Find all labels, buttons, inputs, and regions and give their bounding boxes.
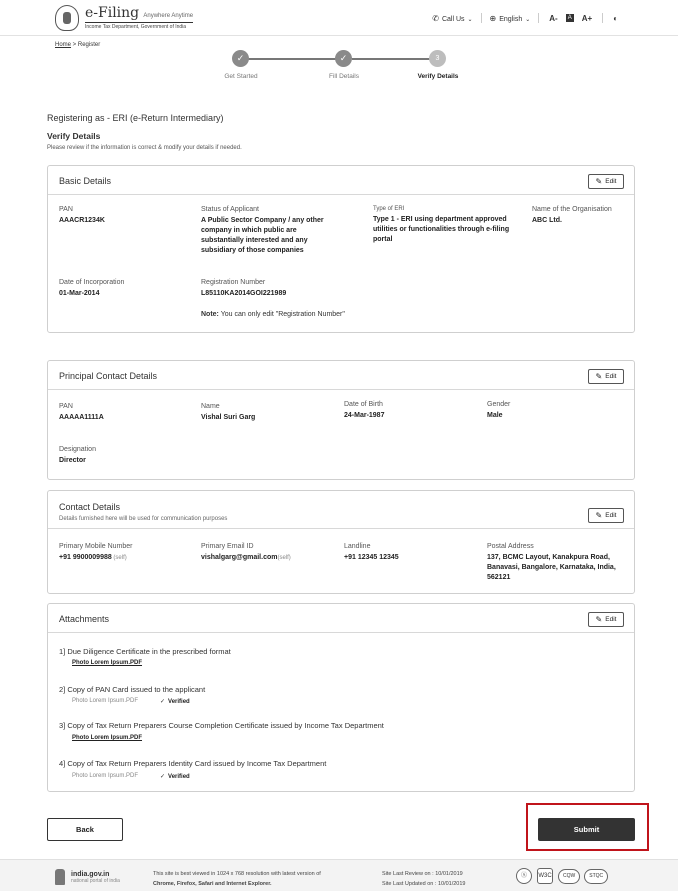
attachment-file-link[interactable]: Photo Lorem Ipsum.PDF — [72, 660, 143, 666]
accessibility-badge-icon[interactable]: Ⓢ — [516, 868, 532, 884]
department-name: Income Tax Department, Government of India — [85, 22, 193, 30]
national-emblem-icon — [55, 869, 65, 885]
stqc-badge-icon[interactable]: STQC — [584, 869, 608, 884]
phone-icon: ✆ — [432, 13, 439, 23]
attachment-label: 1] Due Diligence Certificate in the prescribed format — [59, 647, 231, 656]
step-3-number: 3 — [429, 50, 446, 67]
eri-type-field: Type of ERI Type 1 - ERI using department approved utilities or functionalities through e-filing portal — [373, 206, 510, 243]
divider — [538, 13, 539, 23]
language-selector[interactable]: ⊕ English ⌄ — [489, 13, 531, 23]
card-title: Contact Details — [59, 502, 121, 512]
browser-note: This site is best viewed in 1024 x 768 resolution with latest version of Chrome, Firefox, Safari and Internet Explorer. — [153, 871, 321, 887]
edit-basic-details-button[interactable]: ✎ Edit — [588, 174, 624, 189]
pencil-icon: ✎ — [595, 615, 603, 624]
principal-pan-field: PAN AAAAA1111A — [59, 403, 104, 421]
landline-field: Landline +91 12345 12345 — [344, 543, 399, 561]
attachment-file-name: Photo Lorem Ipsum.PDF — [72, 698, 139, 704]
page-subtitle: Please review if the information is correct & modify your details if needed. — [47, 145, 242, 151]
step-connector — [248, 58, 342, 60]
edit-principal-contact-button[interactable]: ✎ Edit — [588, 369, 624, 384]
card-title: Basic Details — [59, 176, 112, 186]
chevron-down-icon: ⌄ — [525, 16, 531, 23]
font-increase-button[interactable]: A+ — [581, 13, 593, 23]
divider — [481, 13, 482, 23]
contrast-toggle-icon[interactable]: ◐ — [613, 13, 618, 23]
call-us-button[interactable]: ✆ Call Us ⌄ — [432, 13, 473, 23]
breadcrumb-home-link[interactable]: Home — [55, 42, 72, 48]
card-title: Attachments — [59, 614, 110, 624]
chevron-down-icon: ⌄ — [467, 16, 473, 23]
breadcrumb-current: Register — [77, 42, 101, 48]
certification-badges — [516, 868, 612, 884]
card-title: Principal Contact Details — [59, 371, 158, 381]
efiling-logo[interactable] — [55, 5, 193, 31]
verified-badge: ✓ Verified — [160, 699, 190, 705]
footer — [0, 859, 678, 891]
attachment-label: 3] Copy of Tax Return Preparers Course Completion Certificate issued by Income Tax Department — [59, 721, 384, 730]
font-normal-button[interactable]: A — [567, 15, 572, 21]
pencil-icon: ✎ — [595, 177, 603, 186]
globe-icon: ⊕ — [489, 13, 497, 23]
india-gov-link[interactable]: india.gov.in national portal of india — [55, 869, 120, 885]
pencil-icon: ✎ — [595, 372, 603, 381]
mobile-field: Primary Mobile Number +91 9900009988 (self) — [59, 543, 133, 561]
edit-note: Note: You can only edit "Registration Number" — [201, 311, 345, 318]
organisation-field: Name of the Organisation ABC Ltd. — [532, 206, 612, 224]
basic-details-card — [47, 165, 635, 333]
header — [0, 0, 678, 36]
attachment-label: 2] Copy of PAN Card issued to the applicant — [59, 685, 206, 694]
step-2-label: Fill Details — [329, 73, 359, 80]
font-decrease-button[interactable]: A- — [549, 13, 558, 23]
step-2-check-icon: ✓ — [335, 50, 352, 67]
step-1-check-icon: ✓ — [232, 50, 249, 67]
card-subtitle: Details furnished here will be used for communication purposes — [59, 516, 228, 522]
brand-tagline: Anywhere Anytime — [143, 13, 194, 19]
principal-contact-card — [47, 360, 635, 480]
brand-name: e-Filing — [85, 5, 140, 21]
registration-number-field: Registration Number L85110KA2014GOI221989 — [201, 279, 287, 297]
principal-dob-field: Date of Birth 24-Mar-1987 — [344, 401, 385, 419]
registering-as-text: Registering as - ERI (e-Return Intermediary) — [47, 113, 224, 123]
site-dates: Site Last Review on : 10/01/2019 Site Last Updated on : 10/01/2019 — [382, 871, 466, 887]
checkmark-icon: ✓ — [160, 774, 166, 780]
page-title: Verify Details — [47, 131, 101, 141]
email-field: Primary Email ID vishalgarg@gmail.com(self) — [201, 543, 291, 561]
step-3-label: Verify Details — [417, 73, 459, 80]
contact-details-card — [47, 490, 635, 594]
principal-designation-field: Designation Director — [59, 446, 96, 464]
edit-contact-details-button[interactable]: ✎ Edit — [588, 508, 624, 523]
step-connector — [352, 58, 430, 60]
checkmark-icon: ✓ — [160, 699, 166, 705]
principal-name-field: Name Vishal Suri Garg — [201, 403, 256, 421]
verified-badge: ✓ Verified — [160, 774, 190, 780]
divider — [602, 13, 603, 23]
attachment-label: 4] Copy of Tax Return Preparers Identity Card issued by Income Tax Department — [59, 759, 327, 768]
progress-stepper — [200, 50, 490, 85]
date-of-incorporation-field: Date of Incorporation 01-Mar-2014 — [59, 279, 125, 297]
attachments-card — [47, 603, 635, 792]
submit-button[interactable]: Submit — [538, 818, 635, 841]
breadcrumb: Home > Register — [55, 42, 101, 48]
back-button[interactable]: Back — [47, 818, 123, 841]
header-actions — [432, 13, 620, 23]
national-emblem-icon — [55, 5, 79, 31]
address-field: Postal Address 137, BCMC Layout, Kanakpura Road, Banavasi, Bangalore, Karnataka, India, 562121 — [487, 543, 616, 581]
status-field: Status of Applicant A Public Sector Company / any other company in which public are substantially interested and any subsidiary of those companies — [201, 206, 324, 254]
attachment-file-name: Photo Lorem Ipsum.PDF — [72, 773, 139, 779]
pan-field: PAN AAACR1234K — [59, 206, 105, 224]
w3c-badge-icon[interactable]: W3C — [537, 868, 553, 884]
attachment-file-link[interactable]: Photo Lorem Ipsum.PDF — [72, 735, 143, 741]
principal-gender-field: Gender Male — [487, 401, 511, 419]
cqw-badge-icon[interactable]: CQW — [558, 869, 580, 884]
step-1-label: Get Started — [224, 73, 258, 80]
edit-attachments-button[interactable]: ✎ Edit — [588, 612, 624, 627]
pencil-icon: ✎ — [595, 511, 603, 520]
